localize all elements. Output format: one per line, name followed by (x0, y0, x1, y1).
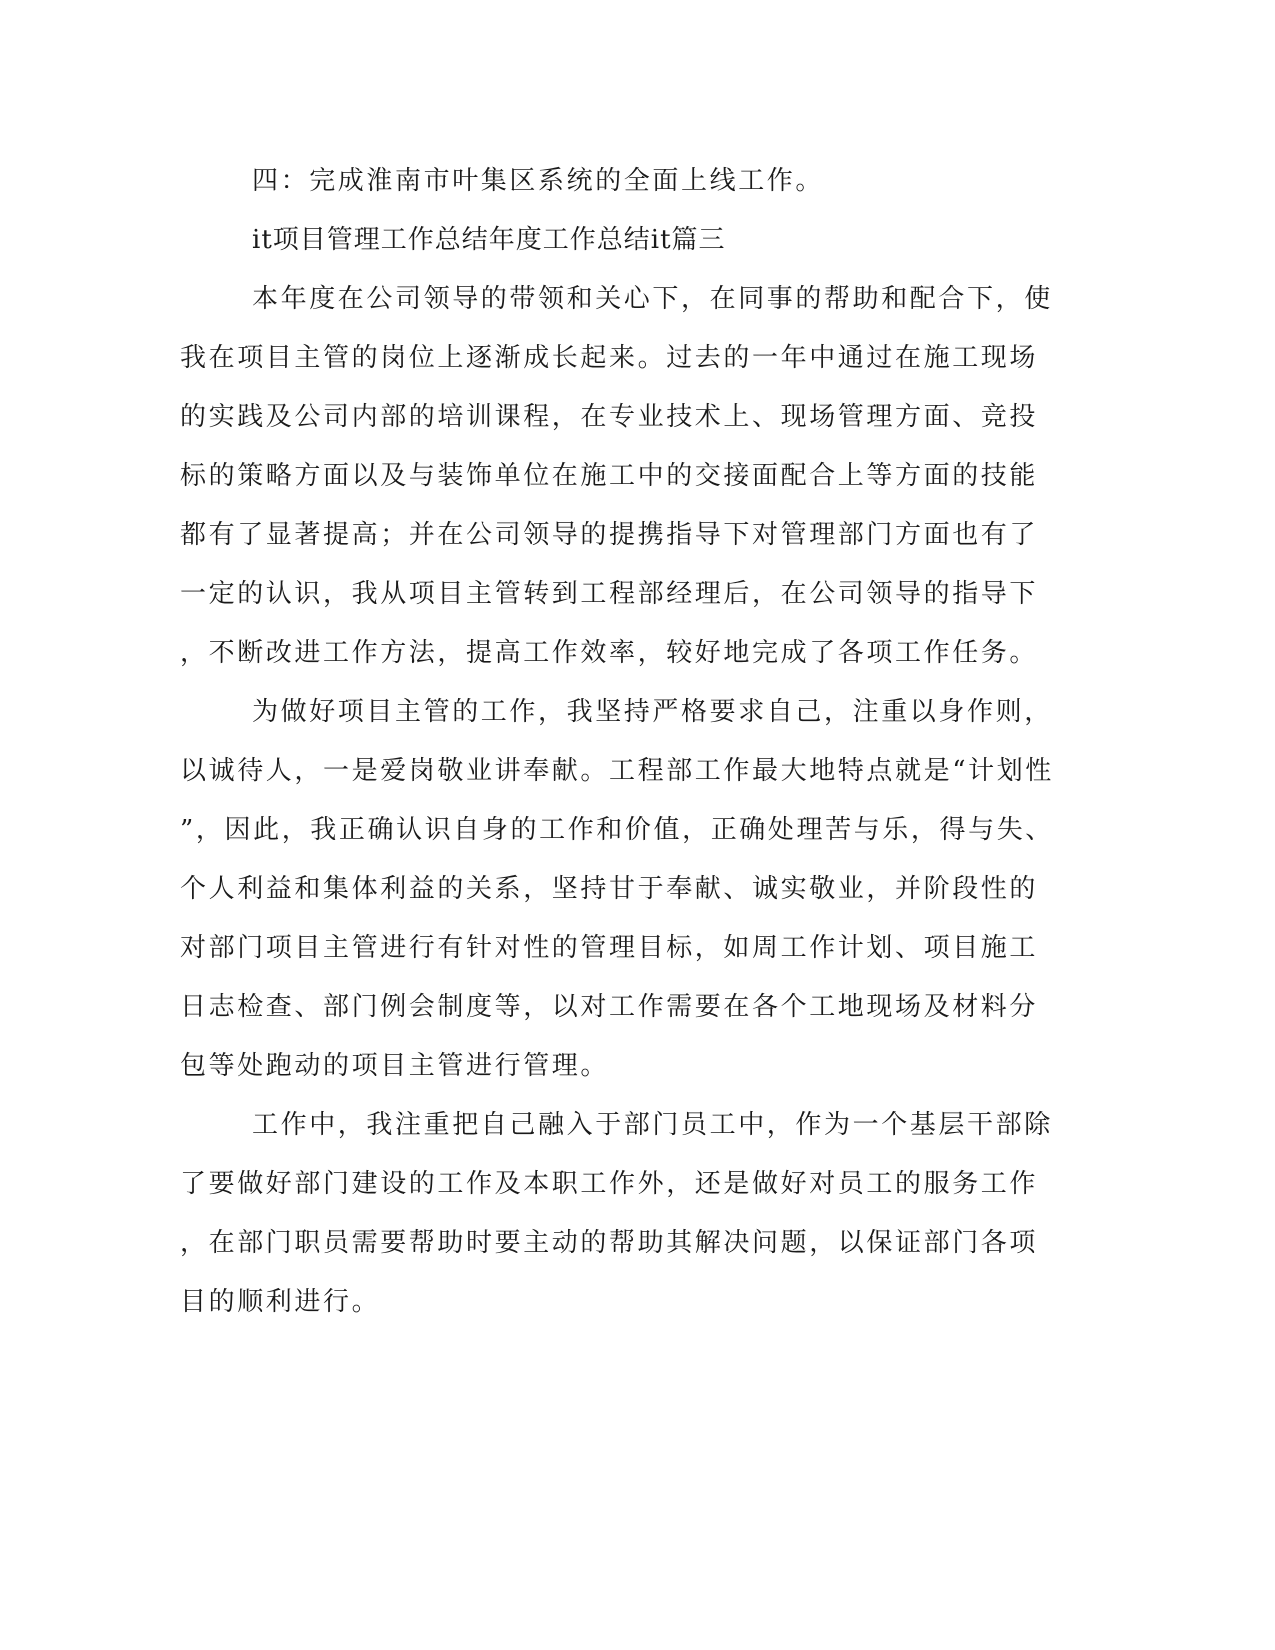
text-line: 了要做好部门建设的工作及本职工作外，还是做好对员工的服务工作 (180, 1169, 1039, 1199)
text-line: 对部门项目主管进行有针对性的管理目标，如周工作计划、项目施工 (180, 933, 1039, 963)
text-line: 标的策略方面以及与装饰单位在施工中的交接面配合上等方面的技能 (180, 461, 1039, 491)
text-line: 一定的认识，我从项目主管转到工程部经理后，在公司领导的指导下 (180, 579, 1039, 609)
text-line: ”，因此，我正确认识自身的工作和价值，正确处理苦与乐，得与失、 (180, 815, 1054, 845)
text-line: 包等处跑动的项目主管进行管理。 (180, 1051, 610, 1081)
section-heading: it项目管理工作总结年度工作总结it篇三 (252, 225, 726, 255)
text-line: 四：完成淮南市叶集区系统的全面上线工作。 (252, 166, 825, 196)
text-line: 本年度在公司领导的带领和关心下，在同事的帮助和配合下，使 (252, 284, 1053, 314)
text-line: 目的顺利进行。 (180, 1287, 381, 1317)
text-line: 以诚待人，一是爱岗敬业讲奉献。工程部工作最大地特点就是“计划性 (180, 756, 1054, 786)
text-line: 日志检查、部门例会制度等，以对工作需要在各个工地现场及材料分 (180, 992, 1039, 1022)
text-line: 都有了显著提高；并在公司领导的提携指导下对管理部门方面也有了 (180, 520, 1039, 550)
text-line: 的实践及公司内部的培训课程，在专业技术上、现场管理方面、竞投 (180, 402, 1039, 432)
text-line: 工作中，我注重把自己融入于部门员工中，作为一个基层干部除 (252, 1110, 1053, 1140)
text-line: 个人利益和集体利益的关系，坚持甘于奉献、诚实敬业，并阶段性的 (180, 874, 1039, 904)
text-line: ，不断改进工作方法，提高工作效率，较好地完成了各项工作任务。 (180, 638, 1039, 668)
text-line: ，在部门职员需要帮助时要主动的帮助其解决问题，以保证部门各项 (180, 1228, 1039, 1258)
text-line: 我在项目主管的岗位上逐渐成长起来。过去的一年中通过在施工现场 (180, 343, 1039, 373)
text-line: 为做好项目主管的工作，我坚持严格要求自己，注重以身作则， (252, 697, 1053, 727)
